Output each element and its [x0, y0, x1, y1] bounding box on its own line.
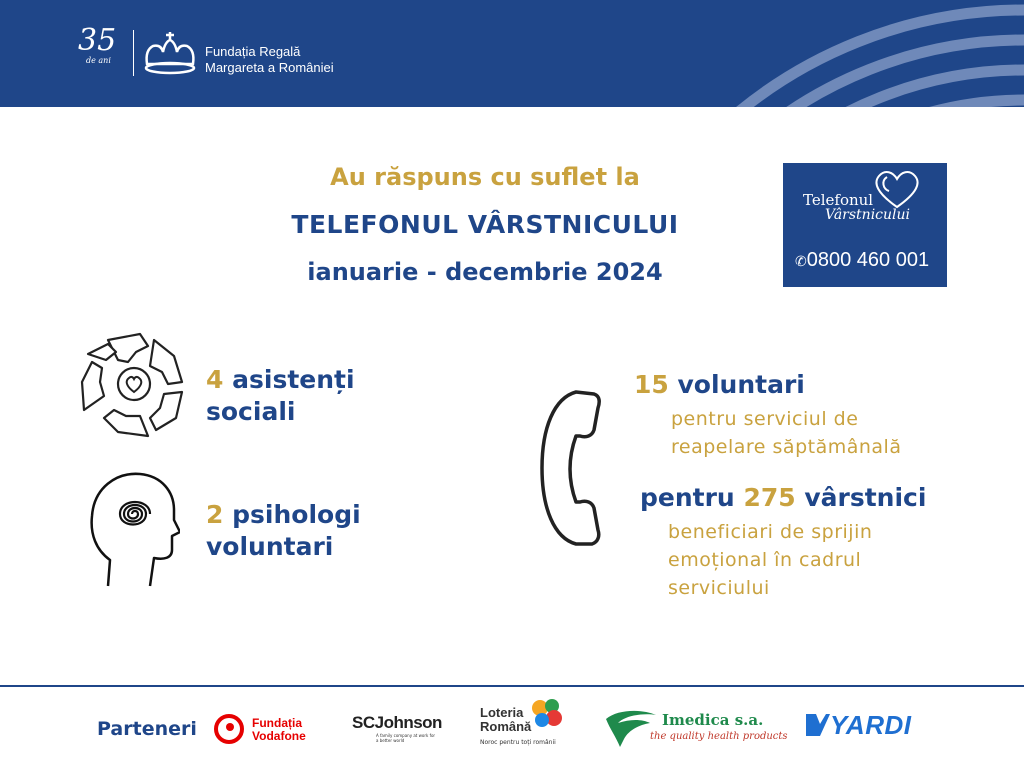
stat-volunteers: 15 voluntari — [634, 370, 805, 399]
seniors-description: beneficiari de sprijin emoțional în cadrul serviciului — [668, 521, 873, 599]
title-service-name: TELEFONUL VÂRSTNICULUI — [291, 210, 679, 239]
partner-logo-scjohnson: SCJohnson A family company at work for a better world — [352, 713, 442, 743]
stat-seniors: pentru 275 vârstnici — [640, 483, 927, 512]
service-logo-name-2: Vârstnicului — [825, 207, 910, 223]
header-banner — [0, 0, 1024, 107]
vodafone-icon — [214, 714, 244, 744]
partners-label: Parteneri — [97, 718, 197, 740]
phone-handset-icon — [536, 388, 606, 548]
stat-psychologists: 2 psihologi voluntari — [206, 500, 361, 561]
crown-icon — [141, 30, 199, 78]
organization-name: Fundația Regală Margareta a României — [205, 44, 334, 75]
volunteers-description: pentru serviciul de reapelare săptămânală — [671, 408, 902, 458]
head-spiral-icon — [88, 470, 180, 588]
title-period: ianuarie - decembrie 2024 — [307, 258, 663, 286]
partner-logo-loteria: Loteria Română Noroc pentru toți românii — [480, 698, 570, 750]
hands-circle-icon — [78, 332, 190, 438]
stat-social-workers: 4 asistenți sociali — [206, 365, 355, 426]
service-logo-card — [783, 163, 947, 287]
service-logo-name: Telefonul — [803, 191, 874, 209]
heart-phone-icon — [869, 167, 925, 211]
logo-divider — [133, 30, 134, 76]
imedica-swirl-icon — [602, 707, 660, 749]
partner-logo-imedica: Imedica s.a. the quality health products — [602, 707, 772, 749]
anniversary-logo: 35 de ani — [78, 23, 117, 65]
service-phone: ✆0800 460 001 — [795, 249, 930, 271]
loteria-balls-icon — [530, 698, 564, 730]
phone-icon: ✆ — [795, 253, 807, 269]
title-intro: Au răspuns cu suflet la — [330, 163, 640, 191]
footer-divider — [0, 685, 1024, 687]
yardi-chevron-icon — [806, 710, 830, 740]
